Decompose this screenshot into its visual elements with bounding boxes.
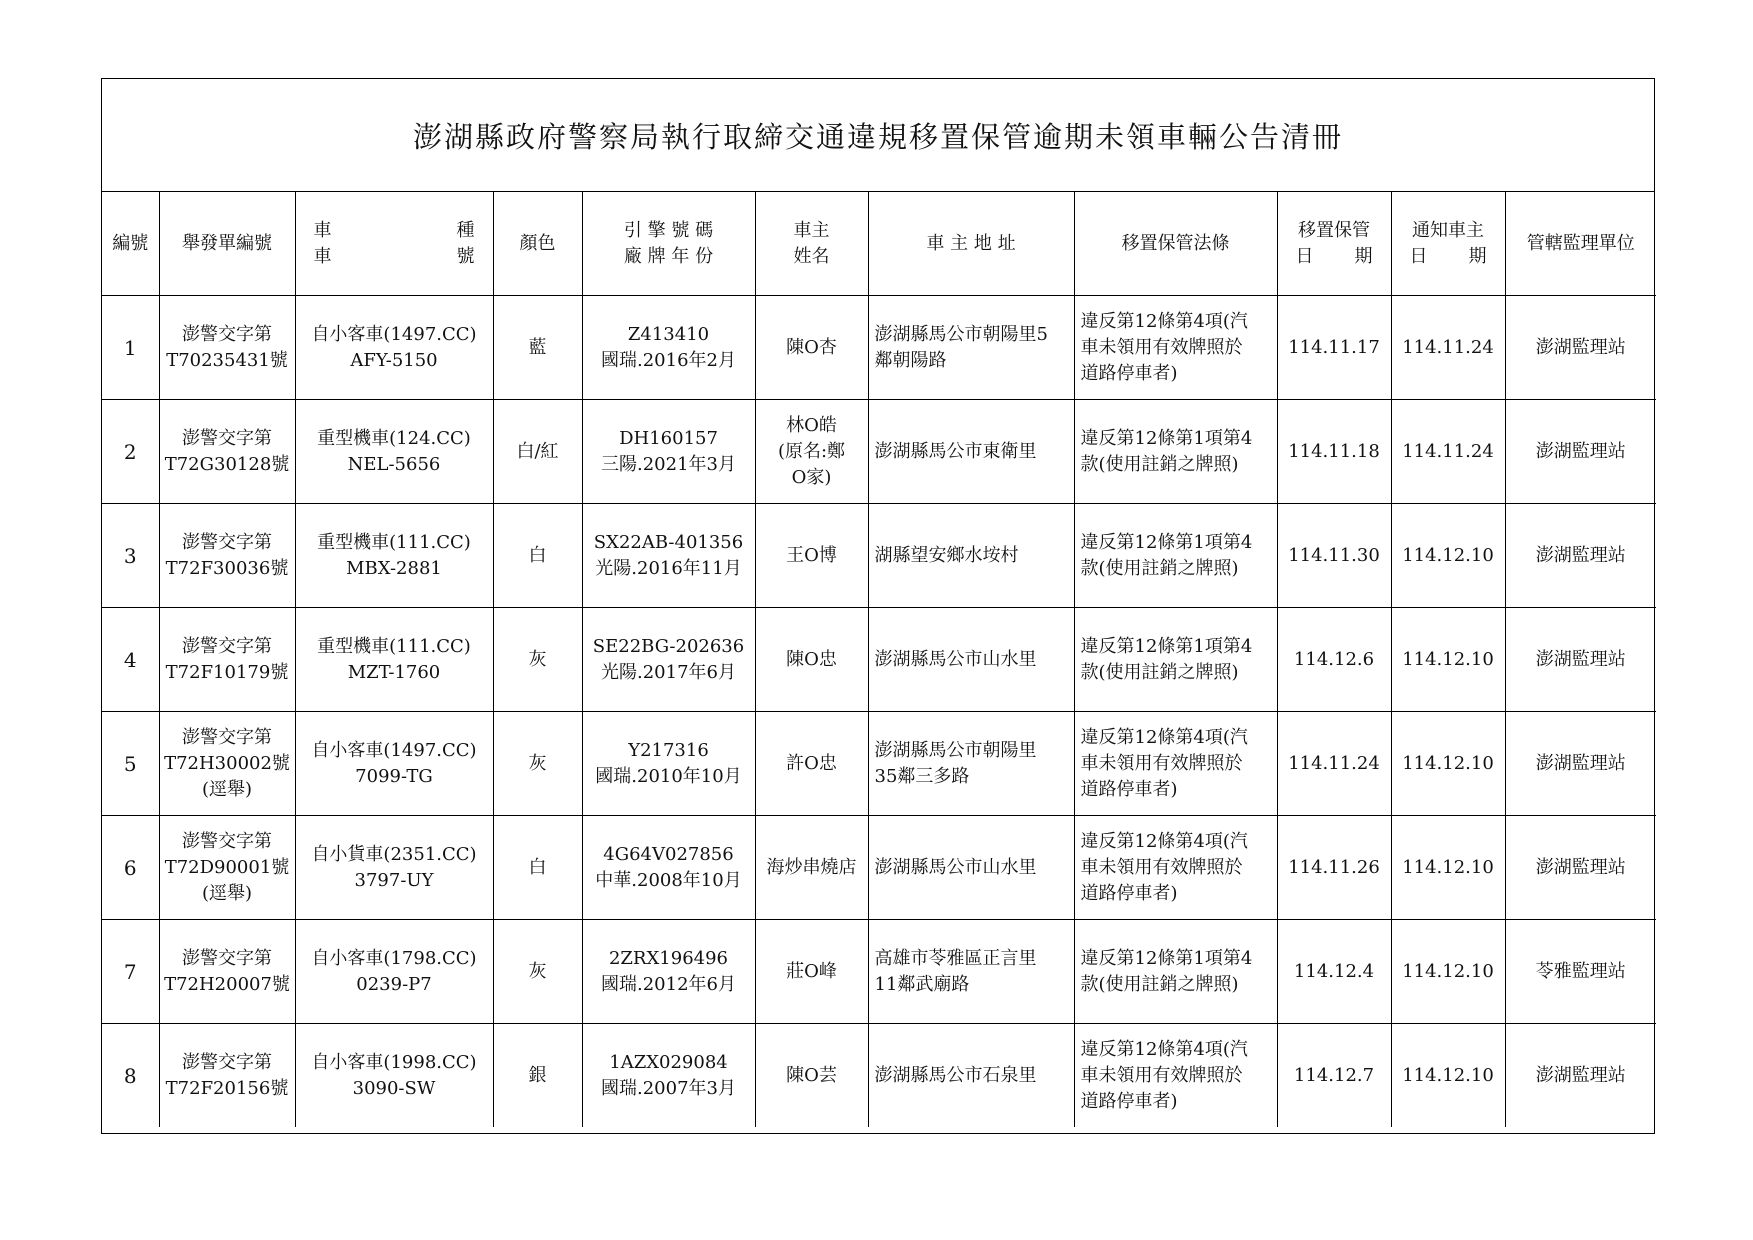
cell-office: 澎湖監理站: [1505, 816, 1656, 920]
cell-no: 7: [102, 920, 159, 1024]
cell-ticket: [159, 400, 295, 504]
cell-notify-date: 114.11.24: [1391, 296, 1505, 400]
cell-law-line: 違反第12條第4項(汽: [1080, 726, 1248, 748]
cell-office: 澎湖監理站: [1505, 504, 1656, 608]
header-move-date: [1277, 192, 1391, 296]
cell-law-line: 款(使用註銷之牌照): [1080, 557, 1239, 579]
cell-office: 澎湖監理站: [1505, 608, 1656, 712]
cell-ticket-line: 澎警交字第: [182, 830, 272, 852]
cell-law: [1074, 920, 1277, 1024]
cell-engine-line: 光陽.2017年6月: [601, 661, 736, 683]
cell-engine: [582, 920, 755, 1024]
cell-office: 澎湖監理站: [1505, 1024, 1656, 1128]
cell-vehicle: [295, 920, 493, 1024]
cell-vehicle-line: 重型機車(111.CC): [317, 531, 471, 553]
cell-ticket-line: (逕舉): [201, 778, 253, 800]
cell-law-line: 道路停車者): [1080, 778, 1178, 800]
cell-vehicle-line: 自小客車(1497.CC): [311, 739, 477, 761]
cell-address-line: 澎湖縣馬公市朝陽里: [874, 739, 1037, 761]
header-move-day: 日: [1295, 245, 1314, 267]
cell-owner: [755, 816, 868, 920]
cell-law-line: 違反第12條第1項第4: [1080, 531, 1253, 553]
cell-move-date: 114.11.24: [1277, 712, 1391, 816]
cell-address-line: 澎湖縣馬公市山水里: [874, 856, 1037, 878]
cell-engine: [582, 504, 755, 608]
header-vehicle-type-a: 車: [313, 219, 332, 241]
cell-vehicle-line: MZT-1760: [347, 661, 441, 683]
cell-vehicle-line: 3090-SW: [352, 1077, 436, 1099]
cell-law-line: 款(使用註銷之牌照): [1080, 453, 1239, 475]
cell-move-date: 114.11.30: [1277, 504, 1391, 608]
header-notify-day: 日: [1409, 245, 1428, 267]
cell-no: 4: [102, 608, 159, 712]
cell-engine-line: SE22BG-202636: [592, 635, 745, 657]
cell-notify-date: 114.12.10: [1391, 504, 1505, 608]
cell-engine-line: 4G64V027856: [603, 843, 734, 865]
cell-ticket-line: 澎警交字第: [182, 531, 272, 553]
cell-owner: [755, 504, 868, 608]
cell-engine-line: 國瑞.2010年10月: [595, 765, 742, 787]
cell-law-line: 車未領用有效牌照於: [1080, 752, 1243, 774]
cell-ticket-line: 澎警交字第: [182, 635, 272, 657]
cell-office: 澎湖監理站: [1505, 400, 1656, 504]
cell-no: 5: [102, 712, 159, 816]
cell-no: 2: [102, 400, 159, 504]
cell-engine-line: 1AZX029084: [609, 1051, 728, 1073]
cell-owner-line: 林O皓: [786, 414, 837, 436]
cell-engine-line: SX22AB-401356: [593, 531, 744, 553]
header-row: [102, 192, 1656, 296]
cell-ticket-line: 澎警交字第: [182, 1051, 272, 1073]
header-ticket: 舉發單編號: [159, 192, 295, 296]
cell-engine: [582, 296, 755, 400]
cell-owner: [755, 400, 868, 504]
cell-notify-date: 114.12.10: [1391, 608, 1505, 712]
header-engine: [582, 192, 755, 296]
header-engine-no: 引 擎 號 碼: [623, 219, 714, 241]
header-notify-line1: 通知車主: [1412, 219, 1484, 241]
cell-ticket-line: T72F20156號: [165, 1077, 289, 1099]
cell-address-line: 澎湖縣馬公市東衛里: [874, 440, 1037, 462]
cell-ticket-line: 澎警交字第: [182, 726, 272, 748]
cell-vehicle: [295, 712, 493, 816]
cell-office: 苓雅監理站: [1505, 920, 1656, 1024]
cell-ticket-line: T72F30036號: [165, 557, 289, 579]
cell-vehicle: [295, 816, 493, 920]
cell-owner-line: O家): [791, 466, 832, 488]
document-title: 澎湖縣政府警察局執行取締交通違規移置保管逾期未領車輛公告清冊: [102, 79, 1654, 192]
cell-engine: [582, 400, 755, 504]
table-row: [102, 504, 1656, 608]
cell-law-line: 道路停車者): [1080, 362, 1178, 384]
table-row: [102, 296, 1656, 400]
cell-ticket: [159, 712, 295, 816]
cell-notify-date: 114.11.24: [1391, 400, 1505, 504]
table-row: [102, 400, 1656, 504]
cell-law-line: 違反第12條第4項(汽: [1080, 310, 1248, 332]
cell-vehicle-line: 自小客車(1798.CC): [311, 947, 477, 969]
cell-law-line: 款(使用註銷之牌照): [1080, 661, 1239, 683]
header-move-period: 期: [1354, 245, 1373, 267]
cell-vehicle-line: MBX-2881: [346, 557, 442, 579]
cell-ticket-line: T72F10179號: [165, 661, 289, 683]
cell-no: 1: [102, 296, 159, 400]
header-plate-b: 號: [456, 245, 475, 267]
cell-address-line: 澎湖縣馬公市石泉里: [874, 1064, 1037, 1086]
vehicle-table: [102, 192, 1656, 1127]
cell-law-line: 違反第12條第4項(汽: [1080, 830, 1248, 852]
cell-move-date: 114.12.6: [1277, 608, 1391, 712]
header-notify-date: [1391, 192, 1505, 296]
cell-ticket-line: T70235431號: [166, 349, 288, 371]
cell-ticket: [159, 920, 295, 1024]
header-color: 顏色: [493, 192, 582, 296]
cell-vehicle-line: 0239-P7: [356, 973, 432, 995]
cell-move-date: 114.12.7: [1277, 1024, 1391, 1128]
cell-color: 灰: [493, 920, 582, 1024]
cell-law: [1074, 400, 1277, 504]
cell-engine-line: DH160157: [619, 427, 718, 449]
cell-ticket-line: T72D90001號: [164, 856, 290, 878]
cell-ticket-line: (逕舉): [201, 882, 253, 904]
cell-address: [868, 400, 1074, 504]
cell-address-line: 高雄市苓雅區正言里: [874, 947, 1037, 969]
cell-engine-line: 中華.2008年10月: [595, 869, 742, 891]
cell-vehicle-line: NEL-5656: [347, 453, 441, 475]
header-office: 管轄監理單位: [1505, 192, 1656, 296]
cell-color: 白/紅: [493, 400, 582, 504]
cell-engine-line: 國瑞.2012年6月: [601, 973, 736, 995]
cell-engine: [582, 712, 755, 816]
cell-office: 澎湖監理站: [1505, 296, 1656, 400]
header-owner-line2: 姓名: [793, 245, 830, 267]
cell-vehicle: [295, 1024, 493, 1128]
cell-notify-date: 114.12.10: [1391, 816, 1505, 920]
table-row: [102, 920, 1656, 1024]
cell-ticket-line: T72H30002號: [164, 752, 290, 774]
cell-owner-line: 陳O忠: [786, 648, 837, 670]
cell-law: [1074, 712, 1277, 816]
cell-notify-date: 114.12.10: [1391, 920, 1505, 1024]
cell-ticket: [159, 608, 295, 712]
cell-color: 灰: [493, 608, 582, 712]
header-notify-period: 期: [1468, 245, 1487, 267]
table-row: [102, 608, 1656, 712]
cell-no: 3: [102, 504, 159, 608]
header-vehicle-type-b: 種: [456, 219, 475, 241]
table-row: [102, 816, 1656, 920]
cell-engine: [582, 608, 755, 712]
cell-law: [1074, 504, 1277, 608]
cell-owner-line: 陳O杏: [786, 336, 837, 358]
header-move-line1: 移置保管: [1298, 219, 1370, 241]
header-address: 車 主 地 址: [868, 192, 1074, 296]
cell-engine-line: 三陽.2021年3月: [601, 453, 736, 475]
cell-office: 澎湖監理站: [1505, 712, 1656, 816]
cell-address: [868, 712, 1074, 816]
cell-engine-line: 國瑞.2007年3月: [601, 1077, 736, 1099]
cell-vehicle-line: 自小貨車(2351.CC): [311, 843, 477, 865]
cell-ticket-line: 澎警交字第: [182, 427, 272, 449]
cell-address: [868, 1024, 1074, 1128]
cell-vehicle: [295, 400, 493, 504]
cell-ticket-line: 澎警交字第: [182, 323, 272, 345]
cell-law-line: 違反第12條第1項第4: [1080, 427, 1253, 449]
cell-vehicle: [295, 608, 493, 712]
cell-owner: [755, 712, 868, 816]
cell-vehicle-line: 自小客車(1497.CC): [311, 323, 477, 345]
cell-ticket-line: T72H20007號: [164, 973, 290, 995]
cell-no: 8: [102, 1024, 159, 1128]
cell-owner: [755, 1024, 868, 1128]
cell-owner: [755, 920, 868, 1024]
cell-law: [1074, 1024, 1277, 1128]
cell-ticket: [159, 816, 295, 920]
cell-ticket: [159, 504, 295, 608]
cell-vehicle: [295, 504, 493, 608]
cell-law-line: 道路停車者): [1080, 882, 1178, 904]
cell-ticket-line: 澎警交字第: [182, 947, 272, 969]
cell-law-line: 違反第12條第1項第4: [1080, 947, 1253, 969]
cell-law-line: 款(使用註銷之牌照): [1080, 973, 1239, 995]
cell-ticket: [159, 1024, 295, 1128]
header-vehicle: [295, 192, 493, 296]
cell-move-date: 114.12.4: [1277, 920, 1391, 1024]
cell-owner: [755, 296, 868, 400]
cell-address-line: 11鄰武廟路: [874, 973, 970, 995]
header-owner-line1: 車主: [793, 219, 830, 241]
cell-move-date: 114.11.17: [1277, 296, 1391, 400]
cell-vehicle-line: 7099-TG: [355, 765, 433, 787]
cell-engine-line: Y217316: [628, 739, 709, 761]
cell-vehicle-line: 3797-UY: [354, 869, 434, 891]
cell-ticket: [159, 296, 295, 400]
cell-no: 6: [102, 816, 159, 920]
cell-law-line: 道路停車者): [1080, 1090, 1178, 1112]
cell-law: [1074, 608, 1277, 712]
cell-vehicle: [295, 296, 493, 400]
cell-move-date: 114.11.18: [1277, 400, 1391, 504]
cell-engine-line: Z413410: [627, 323, 710, 345]
cell-law: [1074, 296, 1277, 400]
table-row: [102, 712, 1656, 816]
cell-address: [868, 608, 1074, 712]
cell-address-line: 澎湖縣馬公市朝陽里5: [874, 323, 1048, 345]
cell-owner-line: 海炒串燒店: [766, 856, 857, 878]
cell-engine-line: 國瑞.2016年2月: [601, 349, 736, 371]
cell-law: [1074, 816, 1277, 920]
cell-notify-date: 114.12.10: [1391, 1024, 1505, 1128]
cell-law-line: 車未領用有效牌照於: [1080, 856, 1243, 878]
cell-address: [868, 296, 1074, 400]
header-maker-year: 廠 牌 年 份: [623, 245, 714, 267]
cell-law-line: 車未領用有效牌照於: [1080, 336, 1243, 358]
cell-move-date: 114.11.26: [1277, 816, 1391, 920]
cell-engine-line: 光陽.2016年11月: [595, 557, 742, 579]
cell-address-line: 澎湖縣馬公市山水里: [874, 648, 1037, 670]
cell-address: [868, 816, 1074, 920]
notice-sheet: [101, 78, 1655, 1134]
cell-color: 藍: [493, 296, 582, 400]
cell-color: 灰: [493, 712, 582, 816]
cell-vehicle-line: 自小客車(1998.CC): [311, 1051, 477, 1073]
header-no: 編號: [102, 192, 159, 296]
cell-owner-line: (原名:鄭: [777, 440, 846, 462]
cell-owner-line: 許O忠: [786, 752, 837, 774]
cell-color: 銀: [493, 1024, 582, 1128]
cell-owner-line: 莊O峰: [786, 960, 837, 982]
cell-engine: [582, 816, 755, 920]
cell-ticket-line: T72G30128號: [164, 453, 290, 475]
cell-owner-line: 陳O芸: [786, 1064, 837, 1086]
cell-engine: [582, 1024, 755, 1128]
cell-address: [868, 920, 1074, 1024]
cell-address-line: 湖縣望安鄉水垵村: [874, 544, 1019, 566]
cell-owner-line: 王O博: [786, 544, 837, 566]
cell-address-line: 鄰朝陽路: [874, 349, 947, 371]
cell-notify-date: 114.12.10: [1391, 712, 1505, 816]
cell-vehicle-line: 重型機車(124.CC): [317, 427, 471, 449]
cell-engine-line: 2ZRX196496: [608, 947, 729, 969]
cell-vehicle-line: AFY-5150: [350, 349, 438, 371]
cell-color: 白: [493, 504, 582, 608]
cell-law-line: 違反第12條第1項第4: [1080, 635, 1253, 657]
cell-law-line: 車未領用有效牌照於: [1080, 1064, 1243, 1086]
cell-vehicle-line: 重型機車(111.CC): [317, 635, 471, 657]
cell-address-line: 35鄰三多路: [874, 765, 970, 787]
cell-color: 白: [493, 816, 582, 920]
header-law: 移置保管法條: [1074, 192, 1277, 296]
cell-address: [868, 504, 1074, 608]
cell-law-line: 違反第12條第4項(汽: [1080, 1038, 1248, 1060]
header-owner: [755, 192, 868, 296]
table-row: [102, 1024, 1656, 1128]
header-plate-a: 車: [313, 245, 332, 267]
cell-owner: [755, 608, 868, 712]
